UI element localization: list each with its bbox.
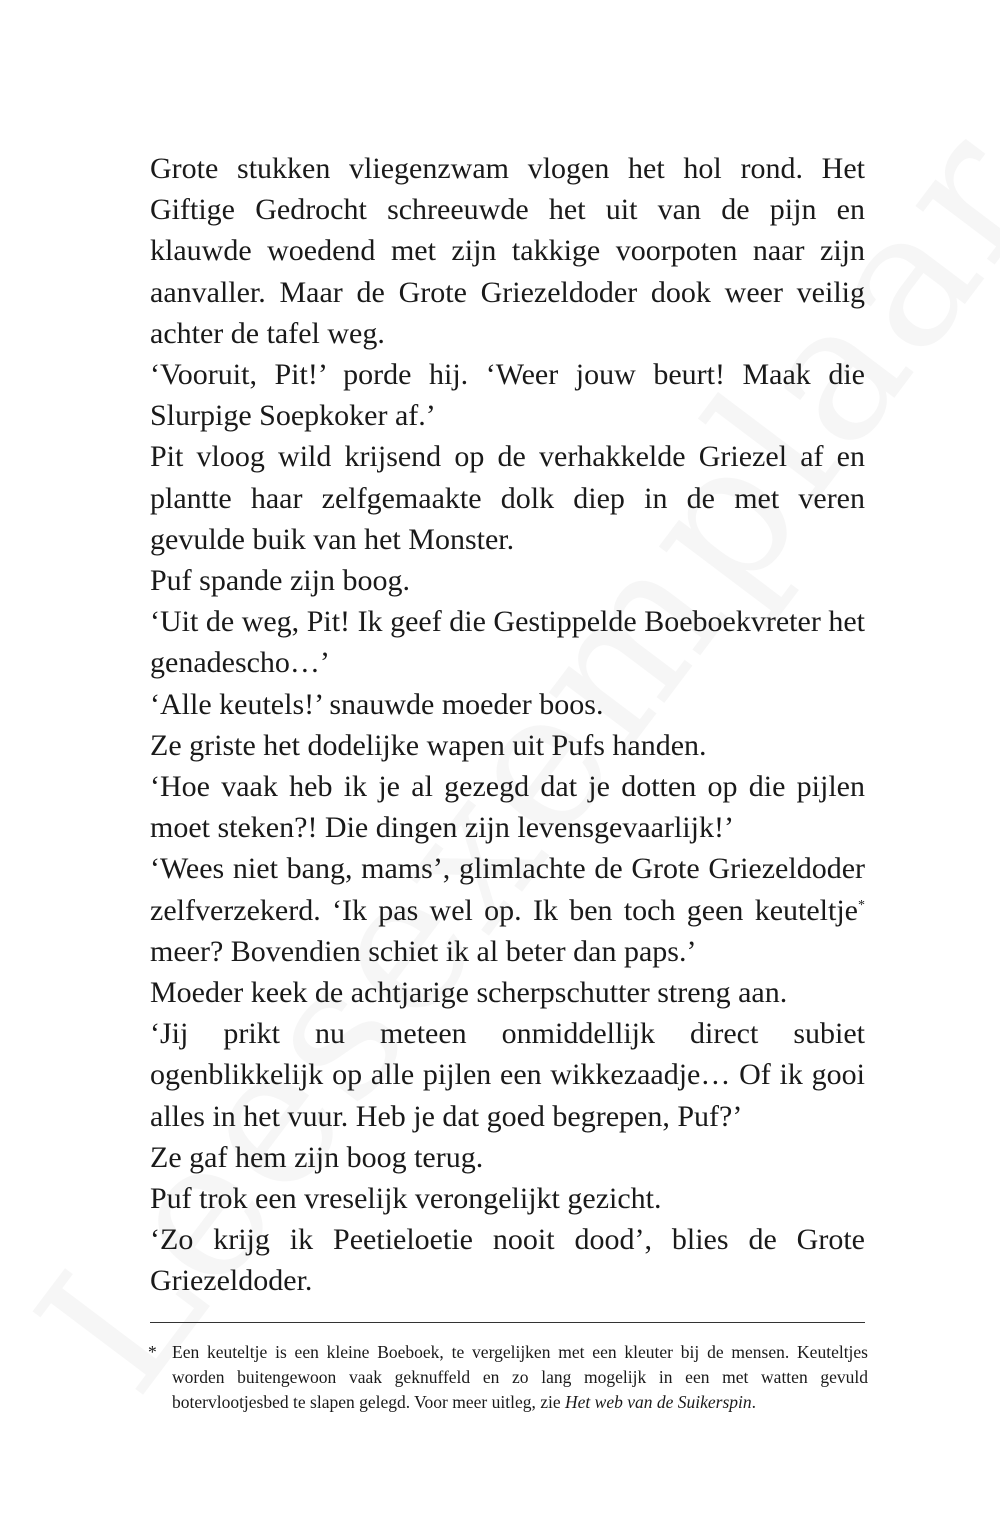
paragraph-text: meer? Bovendien schiet ik al beter dan paps.’ xyxy=(150,934,697,968)
footnote xyxy=(148,1340,868,1415)
paragraph: ‘Uit de weg, Pit! Ik geef die Gestippelde Boeboekvreter het genadescho…’ xyxy=(150,605,865,680)
paragraph: Puf spande zijn boog. xyxy=(150,564,410,598)
paragraph: Puf trok een vreselijk verongelijkt gezicht. xyxy=(150,1182,662,1216)
paragraph: ‘Hoe vaak heb ik je al gezegd dat je dotten op die pijlen moet steken?! Die dingen zijn levensgevaarlijk!’ xyxy=(150,770,865,845)
footnote-end: . xyxy=(751,1392,756,1412)
paragraph: ‘Alle keutels!’ snauwde moeder boos. xyxy=(150,687,604,721)
paragraph: Ze griste het dodelijke wapen uit Pufs handen. xyxy=(150,728,707,762)
footnote-marker: * xyxy=(148,1342,157,1362)
paragraph: Moeder keek de achtjarige scherpschutter streng aan. xyxy=(150,976,788,1010)
paragraph: Grote stukken vliegenzwam vlogen het hol rond. Het Giftige Gedrocht schreeuwde het uit van de pijn en klauwde woedend met zijn takkige voorpoten naar zijn aanvaller. Maar de Grote Griezeldoder dook weer veilig achter de tafel weg. xyxy=(150,152,865,350)
footnote-text xyxy=(172,1340,868,1415)
page-body xyxy=(150,148,865,1302)
paragraph: Ze gaf hem zijn boog terug. xyxy=(150,1140,484,1174)
paragraph-with-footnote xyxy=(150,848,865,972)
footnote-divider xyxy=(150,1322,865,1323)
book-title-reference: Het web van de Suikerspin xyxy=(565,1392,752,1412)
footnote-body: Een keuteltje is een kleine Boeboek, te vergelijken met een kleuter bij de mensen. Keuteltjes worden buitengewoon vaak geknuffeld en zo lang mogelijk in een met watten gevuld botervlootjesbed te slapen gelegd. Voor meer uitleg, zie xyxy=(172,1342,868,1412)
paragraph: ‘Vooruit, Pit!’ porde hij. ‘Weer jouw beurt! Maak die Slurpige Soepkoker af.’ xyxy=(150,358,865,433)
paragraph-text: ‘Wees niet bang, mams’, glimlachte de Grote Griezeldoder zelfverzekerd. ‘Ik pas wel op. Ik ben toch geen keuteltje xyxy=(150,852,865,927)
paragraph: ‘Zo krijg ik Peetieloetie nooit dood’, blies de Grote Griezeldoder. xyxy=(150,1223,865,1298)
story-text xyxy=(150,148,865,1302)
footnote-reference: * xyxy=(858,897,865,913)
paragraph: ‘Jij prikt nu meteen onmiddellijk direct subiet ogenblikkelijk op alle pijlen een wikkezaadje… Of ik gooi alles in het vuur. Heb je dat goed begrepen, Puf?’ xyxy=(150,1017,865,1133)
paragraph: Pit vloog wild krijsend op de verhakkelde Griezel af en plantte haar zelfgemaakte dolk diep in de met veren gevulde buik van het Monster. xyxy=(150,440,865,556)
